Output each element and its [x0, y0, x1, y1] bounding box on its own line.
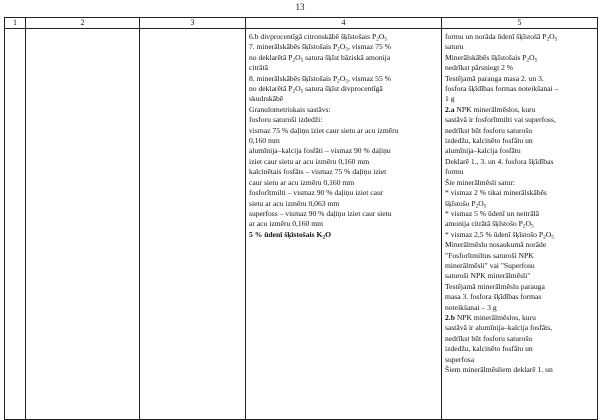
line-fragment: sietu ar acu izmēru 0,063 mm [249, 198, 340, 208]
line-fragment: 2 [543, 234, 546, 241]
line-fragment: Deklarē 1., 3. un 4. fosfora šķīdības [445, 156, 554, 166]
text-line [445, 105, 595, 115]
line-fragment: nedrīkst pārsniegt 2 % [445, 63, 514, 73]
column-header-3: 3 [140, 18, 246, 29]
text-line [249, 199, 439, 209]
line-fragment: * vismaz 5 % ūdenī un neitrālā [445, 208, 540, 218]
line-fragment: satura šķīst bāziskā amonija [303, 52, 391, 62]
line-fragment: 5 [345, 77, 348, 84]
line-fragment: O [295, 84, 301, 94]
line-fragment: 2.b [445, 312, 455, 322]
line-fragment: O [545, 229, 552, 239]
line-fragment: 2 [522, 223, 526, 230]
line-fragment: nedrīkst būt fosforu saturošu [445, 125, 533, 135]
text-line [249, 32, 439, 42]
text-line [445, 251, 595, 261]
line-fragment: , vismaz 75 % [347, 42, 391, 52]
text-line [249, 188, 439, 198]
line-fragment: 5 % ūdenī šķīstošais K [249, 229, 323, 239]
text-line [249, 136, 439, 146]
line-fragment: ar acu izmēru 0,160 mm [249, 219, 324, 229]
line-fragment: Testējamā parauga masa 2. un 3. [445, 73, 544, 83]
line-fragment: * vismaz 2,5 % ūdenī šķīstošo P [445, 229, 544, 239]
line-fragment: 5 [483, 202, 487, 209]
line-fragment: 2 [475, 202, 479, 209]
cell-col-3 [140, 29, 246, 420]
cell-col-1 [5, 29, 26, 420]
line-fragment: vismaz 75 % daļiņu iziet caur sietu ar acu izmēru [249, 125, 399, 135]
cell-col-2 [26, 29, 140, 420]
column-header-2: 2 [26, 18, 140, 29]
line-fragment: nedrīkst būt fosforu saturošu [445, 333, 533, 343]
line-fragment: O [549, 32, 555, 41]
col5-text [442, 29, 597, 375]
line-fragment: Šie minerālmēsli satur: [445, 177, 516, 187]
line-fragment: 6.b divprocentīgā citronskābē šķīstošais P [249, 32, 377, 41]
line-fragment: * vismaz 2 % tikai minerālskābēs [445, 188, 547, 198]
text-line [445, 261, 595, 271]
text-line [445, 334, 595, 344]
line-fragment: superfosa [445, 354, 475, 364]
line-fragment: 2 [337, 46, 340, 53]
text-line [445, 74, 595, 84]
text-line [249, 105, 439, 115]
column-header-4: 4 [246, 18, 442, 29]
line-fragment: O [325, 229, 332, 239]
line-fragment: amonija citrātā šķīstošo P [445, 219, 523, 229]
text-line [445, 84, 595, 94]
line-fragment: superfoss – vismaz 90 % daļiņu iziet caur sietu [249, 208, 392, 218]
regulation-table [4, 17, 598, 420]
line-fragment: citrātā [249, 63, 268, 73]
text-line [445, 115, 595, 125]
text-line [249, 126, 439, 136]
line-fragment: šķīstošo P [445, 198, 476, 208]
line-fragment: no deklarētā P [249, 84, 293, 94]
line-fragment: Testējamā minerālmēslu parauga [445, 281, 545, 291]
line-fragment: O [339, 73, 346, 83]
line-fragment: caur sietu ar acu izmēru 0,160 mm [249, 177, 355, 187]
line-fragment: 2 [322, 234, 326, 241]
text-line [445, 136, 595, 146]
line-fragment: Šiem minerālmēsliem deklarē 1. un [445, 365, 553, 374]
line-fragment: 2 [292, 88, 296, 95]
text-line [249, 219, 439, 229]
line-fragment: Minerālmēslu nosaukumā norāde [445, 240, 547, 250]
line-fragment: O [295, 52, 301, 62]
line-fragment: kalcinētais fosfāts – vismaz 75 % daļiņu iziet [249, 167, 387, 177]
line-fragment: izdedžu, kalcinēto fosfātu un [445, 136, 533, 146]
text-line [249, 146, 439, 156]
text-line [445, 94, 595, 104]
line-fragment: alumīnija–kalcija fosfāti – vismaz 90 % daļiņu [249, 146, 391, 156]
text-line [249, 157, 439, 167]
table-row [5, 29, 598, 420]
line-fragment: NPK minerālmēslos, kuru [454, 312, 536, 322]
line-fragment: 5 [300, 57, 304, 64]
line-fragment: O [525, 219, 531, 229]
line-fragment: O [378, 32, 385, 41]
text-line [445, 344, 595, 354]
text-line [445, 323, 595, 333]
line-fragment: , vismaz 55 % [347, 73, 391, 83]
text-line [249, 209, 439, 219]
line-fragment: O [478, 198, 484, 208]
text-line [445, 188, 595, 198]
line-fragment: 2 [292, 57, 296, 64]
text-line [249, 178, 439, 188]
line-fragment: 2 [337, 77, 340, 84]
line-fragment: 5 [384, 36, 387, 43]
text-line [445, 282, 595, 292]
line-fragment: 5 [534, 57, 538, 64]
line-fragment: 8. minerālskābēs šķīstošais P [249, 73, 338, 83]
line-fragment: iziet caur sietu ar acu izmēru 0,160 mm [249, 156, 370, 166]
text-line [445, 230, 595, 240]
line-fragment: 2.a [445, 104, 455, 114]
line-fragment: fosfora šķīdības formas noteikšanai – [445, 84, 559, 94]
line-fragment: 5 [345, 46, 348, 53]
line-fragment: 5 [554, 36, 558, 43]
line-fragment: 5 [551, 234, 554, 241]
text-line [445, 365, 595, 375]
text-line [445, 219, 595, 229]
col4-text [246, 29, 441, 240]
line-fragment: O [529, 52, 535, 62]
text-line [445, 292, 595, 302]
line-fragment: satura šķīst divprocentīgā [303, 84, 383, 94]
cell-col-5 [442, 29, 598, 420]
text-line [445, 146, 595, 156]
line-fragment: Granulometriskais sastāvs: [249, 104, 331, 114]
text-line [249, 63, 439, 73]
line-fragment: sastāvā ir fosforītmilti vai superfoss, [445, 115, 556, 125]
text-line [445, 240, 595, 250]
line-fragment: formu un norāda ūdenī šķīstošā P [445, 32, 547, 41]
line-fragment: izdedžu, kalcinēto fosfātu un [445, 344, 533, 354]
line-fragment: 5 [530, 223, 534, 230]
line-fragment: no deklarētā P [249, 52, 293, 62]
text-line [249, 230, 439, 240]
line-fragment: alumīnija–kalcija fosfātu [445, 146, 521, 156]
line-fragment: skudrskābē [249, 94, 284, 104]
text-line [249, 53, 439, 63]
line-fragment: fosforu saturoši izdedži: [249, 115, 323, 125]
text-line [445, 167, 595, 177]
text-line [445, 126, 595, 136]
line-fragment: fosforītmilti – vismaz 90 % daļiņu iziet caur [249, 188, 384, 198]
page-number: 13 [295, 2, 305, 12]
text-line [445, 313, 595, 323]
column-number-row [5, 18, 598, 29]
text-line [249, 42, 439, 52]
text-line [445, 355, 595, 365]
text-line [249, 94, 439, 104]
text-line [249, 74, 439, 84]
line-fragment: minerālmēsli" vai "Superfosu [445, 260, 535, 270]
cell-col-4 [246, 29, 442, 420]
line-fragment: masa 3. fosfora šķīdības formas [445, 292, 542, 302]
text-line [445, 157, 595, 167]
text-line [445, 42, 595, 52]
line-fragment: Minerālskābēs šķīstošais P [445, 52, 527, 62]
text-line [445, 199, 595, 209]
text-line [445, 32, 595, 42]
line-fragment: 2 [526, 57, 530, 64]
text-line [249, 115, 439, 125]
line-fragment: O [339, 42, 346, 52]
line-fragment: "Fosforītmiltus saturoši NPK [445, 250, 534, 260]
line-fragment: sastāvā ir alumīnija–kalcija fosfāts, [445, 323, 553, 333]
line-fragment: 2 [376, 36, 379, 43]
line-fragment: 1 g [445, 94, 455, 104]
text-line [249, 167, 439, 177]
text-line [445, 209, 595, 219]
text-line [445, 303, 595, 313]
text-line [445, 178, 595, 188]
text-line [445, 271, 595, 281]
line-fragment: 7. minerālskābēs šķīstošais P [249, 42, 338, 52]
line-fragment: 0,160 mm [249, 136, 280, 146]
line-fragment: 5 [300, 88, 304, 95]
text-line [445, 63, 595, 73]
text-line [249, 84, 439, 94]
line-fragment: NPK minerālmēslos, kuru [454, 104, 536, 114]
column-header-5: 5 [442, 18, 598, 29]
column-header-1: 1 [5, 18, 26, 29]
line-fragment: 2 [546, 36, 550, 43]
line-fragment: saturu [445, 42, 464, 52]
line-fragment: noteikšanai – 3 g [445, 302, 497, 312]
line-fragment: saturoši NPK minerālmēsli" [445, 271, 531, 281]
line-fragment: formu [445, 167, 464, 177]
text-line [445, 53, 595, 63]
